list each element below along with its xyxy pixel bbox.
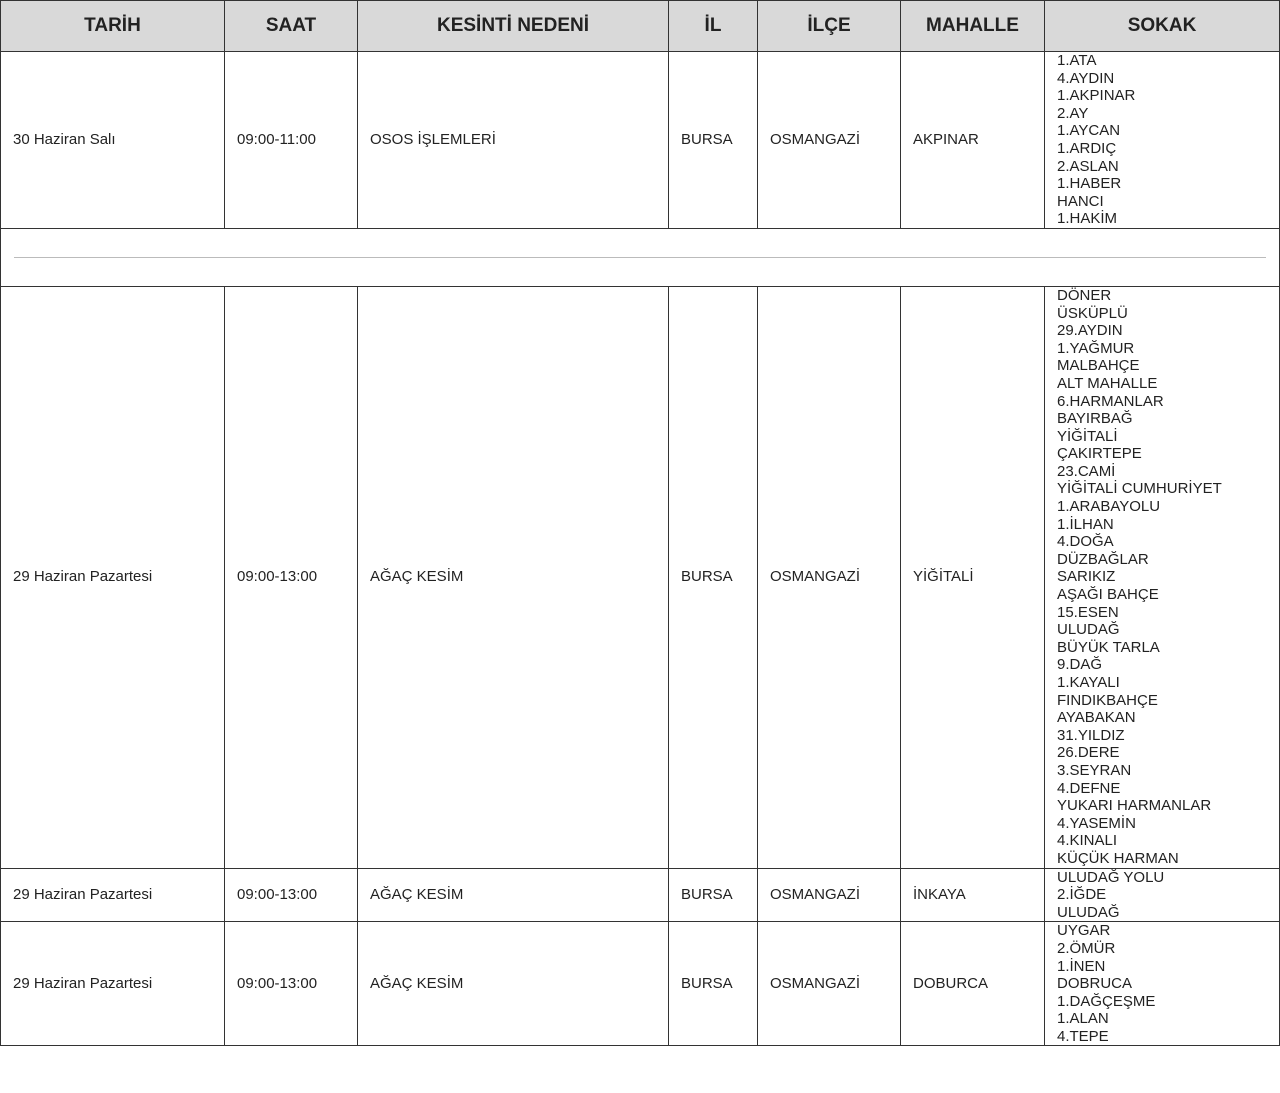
cell-mahalle: YİĞİTALİ xyxy=(901,286,1045,868)
street-name: 29.AYDIN xyxy=(1057,322,1123,340)
street-name: 4.KINALI xyxy=(1057,832,1118,850)
street-name: UYGAR xyxy=(1057,922,1111,940)
street-name: 1.ARABAYOLU xyxy=(1057,498,1161,516)
street-name: 4.DOĞA xyxy=(1057,533,1114,551)
separator-cell xyxy=(1,228,1280,286)
street-name: ALT MAHALLE xyxy=(1057,374,1158,392)
street-name: 1.ATA xyxy=(1057,52,1097,69)
street-name: 26.DERE xyxy=(1057,744,1120,762)
cell-kesinti-nedeni: AĞAÇ KESİM xyxy=(358,286,669,868)
street-name: 1.KAYALI xyxy=(1057,674,1120,691)
cell-saat: 09:00-13:00 xyxy=(225,868,358,922)
street-name: 2.ÖMÜR xyxy=(1057,939,1116,957)
cell-sokak-list xyxy=(1045,286,1280,868)
street-name: 3.SEYRAN xyxy=(1057,761,1132,779)
street-name: 9.DAĞ xyxy=(1057,656,1103,674)
cell-ilce: OSMANGAZİ xyxy=(758,286,901,868)
cell-kesinti-nedeni: AĞAÇ KESİM xyxy=(358,922,669,1046)
cell-tarih: 29 Haziran Pazartesi xyxy=(1,922,225,1046)
street-name: 1.YAĞMUR xyxy=(1057,339,1135,357)
street-name: 1.ALAN xyxy=(1057,1010,1109,1028)
header-saat: SAAT xyxy=(225,1,358,52)
cell-mahalle: AKPINAR xyxy=(901,52,1045,229)
street-name: 15.ESEN xyxy=(1057,603,1119,621)
street-name: ULUDAĞ YOLU xyxy=(1057,868,1165,886)
street-name: DÖNER xyxy=(1057,286,1112,304)
cell-ilce: OSMANGAZİ xyxy=(758,922,901,1046)
cell-tarih: 30 Haziran Salı xyxy=(1,52,225,229)
street-name: YİĞİTALİ CUMHURİYET xyxy=(1057,480,1222,498)
cell-il: BURSA xyxy=(669,52,758,229)
street-name: 1.DAĞÇEŞME xyxy=(1057,992,1156,1010)
header-kesinti-nedeni: KESİNTİ NEDENİ xyxy=(358,1,669,52)
cell-ilce: OSMANGAZİ xyxy=(758,868,901,922)
street-name: 1.İLHAN xyxy=(1057,515,1114,533)
street-name: 31.YILDIZ xyxy=(1057,726,1125,744)
cell-saat: 09:00-13:00 xyxy=(225,922,358,1046)
divider-line xyxy=(14,257,1266,258)
table-row xyxy=(1,286,1280,868)
street-name: 1.AKPINAR xyxy=(1057,87,1136,105)
street-name: 1.HAKİM xyxy=(1057,210,1118,228)
street-name: KÜÇÜK HARMAN xyxy=(1057,849,1179,867)
cell-sokak-list xyxy=(1045,922,1280,1046)
street-name: BÜYÜK TARLA xyxy=(1057,638,1160,656)
street-name: 1.AYCAN xyxy=(1057,122,1121,140)
cell-kesinti-nedeni: AĞAÇ KESİM xyxy=(358,868,669,922)
street-name: BAYIRBAĞ xyxy=(1057,410,1133,428)
street-name: AŞAĞI BAHÇE xyxy=(1057,586,1159,604)
cell-tarih: 29 Haziran Pazartesi xyxy=(1,286,225,868)
table-row xyxy=(1,52,1280,229)
street-name: 4.TEPE xyxy=(1057,1027,1109,1045)
cell-il: BURSA xyxy=(669,286,758,868)
street-name: HANCI xyxy=(1057,192,1104,210)
street-name: 1.İNEN xyxy=(1057,957,1106,975)
cell-saat: 09:00-11:00 xyxy=(225,52,358,229)
street-name: 2.ASLAN xyxy=(1057,157,1119,175)
street-name: SARIKIZ xyxy=(1057,568,1116,586)
cell-il: BURSA xyxy=(669,922,758,1046)
header-tarih: TARİH xyxy=(1,1,225,52)
street-name: DÜZBAĞLAR xyxy=(1057,550,1149,568)
street-name: 1.HABER xyxy=(1057,175,1122,193)
street-name: 4.AYDIN xyxy=(1057,69,1115,87)
street-name: 23.CAMİ xyxy=(1057,462,1116,480)
street-name: YUKARI HARMANLAR xyxy=(1057,797,1212,815)
cell-kesinti-nedeni: OSOS İŞLEMLERİ xyxy=(358,52,669,229)
street-name: ULUDAĞ xyxy=(1057,621,1120,639)
cell-saat: 09:00-13:00 xyxy=(225,286,358,868)
header-mahalle: MAHALLE xyxy=(901,1,1045,52)
street-name: 1.ARDIÇ xyxy=(1057,139,1117,157)
separator-row xyxy=(1,228,1280,286)
cell-mahalle: DOBURCA xyxy=(901,922,1045,1046)
street-name: FINDIKBAHÇE xyxy=(1057,691,1158,709)
street-name: 2.İĞDE xyxy=(1057,886,1107,904)
street-name: DOBRUCA xyxy=(1057,975,1133,993)
street-name: 6.HARMANLAR xyxy=(1057,392,1164,410)
header-sokak: SOKAK xyxy=(1045,1,1280,52)
header-row xyxy=(1,1,1280,52)
cell-sokak-list xyxy=(1045,868,1280,922)
street-name: MALBAHÇE xyxy=(1057,357,1140,375)
table-row xyxy=(1,868,1280,922)
street-name: 4.DEFNE xyxy=(1057,779,1121,797)
street-name: ÜSKÜPLÜ xyxy=(1057,304,1128,322)
cell-il: BURSA xyxy=(669,868,758,922)
header-ilce: İLÇE xyxy=(758,1,901,52)
street-name: 4.YASEMİN xyxy=(1057,814,1136,832)
cell-ilce: OSMANGAZİ xyxy=(758,52,901,229)
street-name: YİĞİTALİ xyxy=(1057,427,1118,445)
street-name: ÇAKIRTEPE xyxy=(1057,445,1142,463)
cell-sokak-list xyxy=(1045,52,1280,229)
street-name: ULUDAĞ xyxy=(1057,903,1120,921)
table-row xyxy=(1,922,1280,1046)
header-il: İL xyxy=(669,1,758,52)
cell-tarih: 29 Haziran Pazartesi xyxy=(1,868,225,922)
cell-mahalle: İNKAYA xyxy=(901,868,1045,922)
street-name: 2.AY xyxy=(1057,104,1089,122)
street-name: AYABAKAN xyxy=(1057,709,1136,727)
